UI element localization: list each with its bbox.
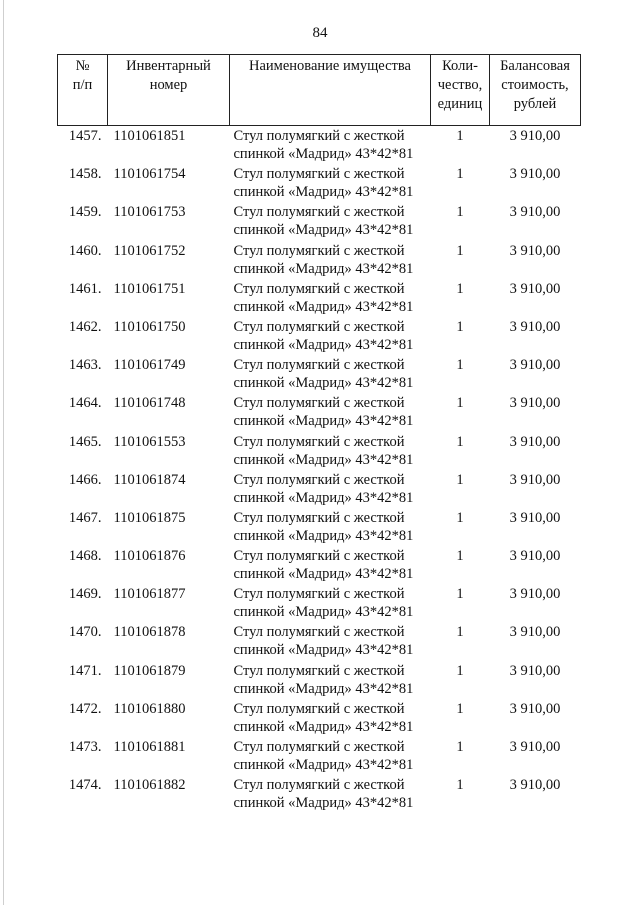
row-property-name: Стул полумягкий с жесткой спинкой «Мадрид» 43*42*81 <box>233 548 414 583</box>
row-inventory-number: 1101061750 <box>113 318 186 335</box>
row-num: 1461. <box>68 280 102 297</box>
row-num: 1465. <box>68 433 102 450</box>
table-body <box>58 126 581 815</box>
table-row <box>58 509 581 547</box>
table-row <box>58 433 581 471</box>
row-inventory-number: 1101061881 <box>113 739 186 755</box>
table-row <box>58 471 581 509</box>
table-row <box>58 280 581 318</box>
row-num: 1463. <box>68 357 102 374</box>
row-inventory-number: 1101061876 <box>113 548 186 565</box>
row-inventory-number: 1101061879 <box>113 662 186 679</box>
row-inventory-number: 1101061748 <box>113 395 186 412</box>
table-row <box>58 547 581 585</box>
row-quantity: 1 <box>456 128 464 144</box>
row-num: 1467. <box>68 509 102 526</box>
row-property-name: Стул полумягкий с жесткой спинкой «Мадрид» 43*42*81 <box>233 509 414 544</box>
row-quantity: 1 <box>456 166 464 183</box>
row-cost: 3 910,00 <box>509 509 561 526</box>
row-num: 1466. <box>68 471 102 488</box>
table-row <box>58 623 581 661</box>
table-row <box>58 738 581 776</box>
row-inventory-number: 1101061878 <box>113 624 186 641</box>
row-quantity: 1 <box>456 242 464 259</box>
row-num: 1462. <box>68 318 102 335</box>
row-property-name: Стул полумягкий с жесткой спинкой «Мадрид» 43*42*81 <box>233 433 414 468</box>
row-inventory-number: 1101061753 <box>113 204 186 221</box>
row-quantity: 1 <box>456 280 464 297</box>
row-property-name: Стул полумягкий с жесткой спинкой «Мадрид» 43*42*81 <box>233 357 414 392</box>
row-property-name: Стул полумягкий с жесткой спинкой «Мадрид» 43*42*81 <box>233 739 414 773</box>
row-cost: 3 910,00 <box>509 242 561 259</box>
row-cost: 3 910,00 <box>509 318 561 335</box>
row-quantity: 1 <box>456 433 464 450</box>
row-cost: 3 910,00 <box>509 624 561 641</box>
row-num: 1470. <box>68 624 102 641</box>
table-row <box>58 394 581 432</box>
row-num: 1468. <box>68 548 102 565</box>
row-cost: 3 910,00 <box>509 166 561 183</box>
row-property-name: Стул полумягкий с жесткой спинкой «Мадрид» 43*42*81 <box>233 280 414 315</box>
row-cost: 3 910,00 <box>509 739 561 755</box>
row-quantity: 1 <box>456 395 464 412</box>
row-num: 1460. <box>68 242 102 259</box>
row-inventory-number: 1101061877 <box>113 586 186 603</box>
row-property-name: Стул полумягкий с жесткой спинкой «Мадрид» 43*42*81 <box>233 395 414 430</box>
row-inventory-number: 1101061752 <box>113 242 186 259</box>
row-num: 1458. <box>68 166 102 183</box>
row-num: 1474. <box>68 777 102 794</box>
row-num: 1457. <box>68 128 102 144</box>
row-cost: 3 910,00 <box>509 395 561 412</box>
row-quantity: 1 <box>456 509 464 526</box>
row-num: 1459. <box>68 204 102 221</box>
row-property-name: Стул полумягкий с жесткой спинкой «Мадрид» 43*42*81 <box>233 166 414 201</box>
row-num: 1469. <box>68 586 102 603</box>
row-property-name: Стул полумягкий с жесткой спинкой «Мадрид» 43*42*81 <box>233 662 414 697</box>
row-quantity: 1 <box>456 318 464 335</box>
row-cost: 3 910,00 <box>509 128 561 144</box>
table-row <box>58 165 581 203</box>
row-quantity: 1 <box>456 357 464 374</box>
header-property-name: Наименование имущества <box>230 55 431 126</box>
row-cost: 3 910,00 <box>509 433 561 450</box>
row-property-name: Стул полумягкий с жесткой спинкой «Мадрид» 43*42*81 <box>233 777 414 812</box>
row-inventory-number: 1101061875 <box>113 509 186 526</box>
header-row <box>58 55 581 126</box>
row-cost: 3 910,00 <box>509 548 561 565</box>
row-quantity: 1 <box>456 548 464 565</box>
row-property-name: Стул полумягкий с жесткой спинкой «Мадрид» 43*42*81 <box>233 128 414 162</box>
row-cost: 3 910,00 <box>509 586 561 603</box>
row-quantity: 1 <box>456 739 464 755</box>
table-header <box>58 55 581 126</box>
row-inventory-number: 1101061751 <box>113 280 186 297</box>
row-inventory-number: 1101061553 <box>113 433 186 450</box>
row-cost: 3 910,00 <box>509 471 561 488</box>
row-property-name: Стул полумягкий с жесткой спинкой «Мадрид» 43*42*81 <box>233 471 414 506</box>
row-property-name: Стул полумягкий с жесткой спинкой «Мадрид» 43*42*81 <box>233 700 414 735</box>
row-property-name: Стул полумягкий с жесткой спинкой «Мадрид» 43*42*81 <box>233 624 414 659</box>
row-inventory-number: 1101061874 <box>113 471 186 488</box>
row-cost: 3 910,00 <box>509 280 561 297</box>
row-inventory-number: 1101061880 <box>113 700 186 717</box>
row-quantity: 1 <box>456 662 464 679</box>
table-row <box>58 700 581 738</box>
row-quantity: 1 <box>456 471 464 488</box>
row-quantity: 1 <box>456 586 464 603</box>
row-property-name: Стул полумягкий с жесткой спинкой «Мадрид» 43*42*81 <box>233 318 414 353</box>
table-row <box>58 662 581 700</box>
row-num: 1473. <box>68 739 102 755</box>
row-inventory-number: 1101061749 <box>113 357 186 374</box>
table-row <box>58 242 581 280</box>
row-cost: 3 910,00 <box>509 357 561 374</box>
row-cost: 3 910,00 <box>509 204 561 221</box>
row-quantity: 1 <box>456 204 464 221</box>
scan-edge-line <box>3 0 4 905</box>
row-property-name: Стул полумягкий с жесткой спинкой «Мадрид» 43*42*81 <box>233 586 414 621</box>
row-inventory-number: 1101061754 <box>113 166 186 183</box>
table-row <box>58 318 581 356</box>
table-row <box>58 126 581 166</box>
row-inventory-number: 1101061851 <box>113 128 186 144</box>
row-num: 1471. <box>68 662 102 679</box>
row-quantity: 1 <box>456 700 464 717</box>
row-cost: 3 910,00 <box>509 777 561 794</box>
table-row <box>58 356 581 394</box>
page-number: 84 <box>312 25 328 41</box>
row-inventory-number: 1101061882 <box>113 777 186 794</box>
row-property-name: Стул полумягкий с жесткой спинкой «Мадрид» 43*42*81 <box>233 204 414 239</box>
row-num: 1464. <box>68 395 102 412</box>
table-row <box>58 585 581 623</box>
table-row <box>58 776 581 814</box>
header-inventory-number: Инвентарный номер <box>108 55 230 126</box>
table-row <box>58 203 581 241</box>
header-num: № п/п <box>58 55 108 126</box>
row-property-name: Стул полумягкий с жесткой спинкой «Мадрид» 43*42*81 <box>233 242 414 277</box>
inventory-table <box>57 54 581 814</box>
row-cost: 3 910,00 <box>509 662 561 679</box>
row-quantity: 1 <box>456 777 464 794</box>
row-quantity: 1 <box>456 624 464 641</box>
header-balance-cost: Балансовая стоимость, рублей <box>490 55 581 126</box>
row-num: 1472. <box>68 700 102 717</box>
row-cost: 3 910,00 <box>509 700 561 717</box>
header-quantity: Коли- чество, единиц <box>431 55 490 126</box>
